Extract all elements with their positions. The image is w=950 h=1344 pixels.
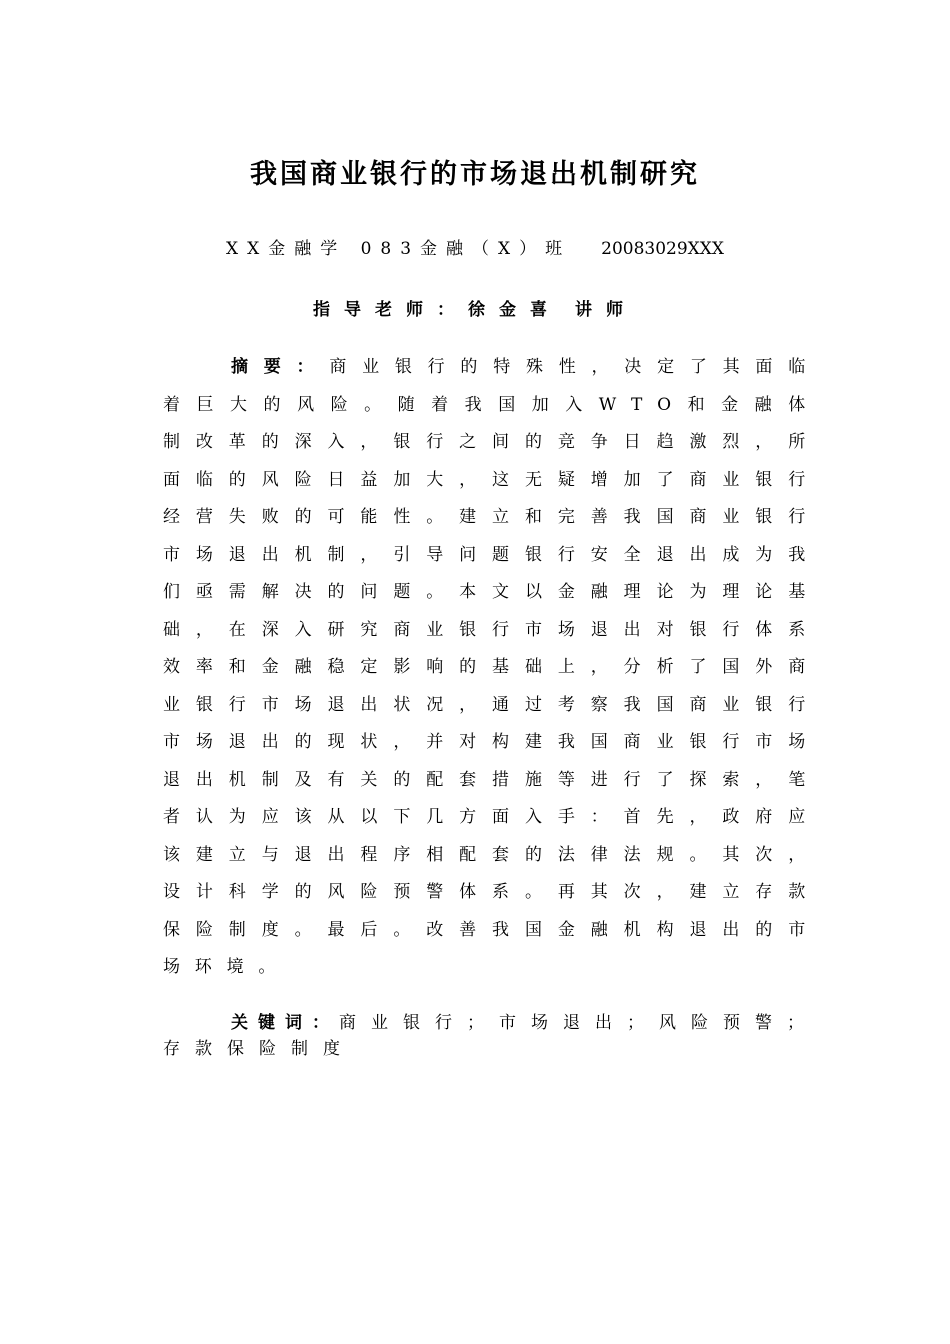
abstract-text: 商业银行的特殊性，决定了其面临着巨大的风险。随着我国加入WTO和金融体制改革的深入，银行之间的竞争日趋激烈，所面临的风险日益加大，这无疑增加了商业银行经营失败的可能性。建立和完善我国商业银行市场退出机制，引导问题银行安全退出成为我们亟需解决的问题。本文以金融理论为理论基础，在深入研究商业银行市场退出对银行体系效率和金融稳定影响的基础上，分析了国外商业银行市场退出状况，通过考察我国商业银行市场退出的现状，并对构建我国商业银行市场退出机制及有关的配套措施等进行了探索，笔者认为应该从以下几方面入手：首先，政府应该建立与退出程序相配套的法律法规。其次，设计科学的风险预警体系。再其次，建立存款保险制度。最后。改善我国金融机构退出的市场环境。	[163, 357, 820, 977]
author-line	[0, 235, 950, 263]
paper-title: 我国商业银行的市场退出机制研究	[250, 159, 700, 190]
advisor-name: 徐金喜	[468, 300, 561, 320]
author-class: XX金融学 083金融（X）班	[225, 239, 572, 259]
student-id: 20083029XXX	[601, 239, 724, 259]
advisor-line	[0, 296, 950, 324]
keywords-paragraph	[163, 1010, 825, 1062]
abstract-paragraph	[163, 349, 820, 987]
advisor-label: 指导老师：	[313, 300, 468, 320]
advisor-title: 讲师	[575, 300, 637, 320]
keywords-text: 商业银行；市场退出；风险预警；存款保险制度	[163, 1013, 819, 1059]
keywords-label: 关键词：	[231, 1013, 339, 1033]
abstract-label: 摘要：	[231, 357, 330, 377]
